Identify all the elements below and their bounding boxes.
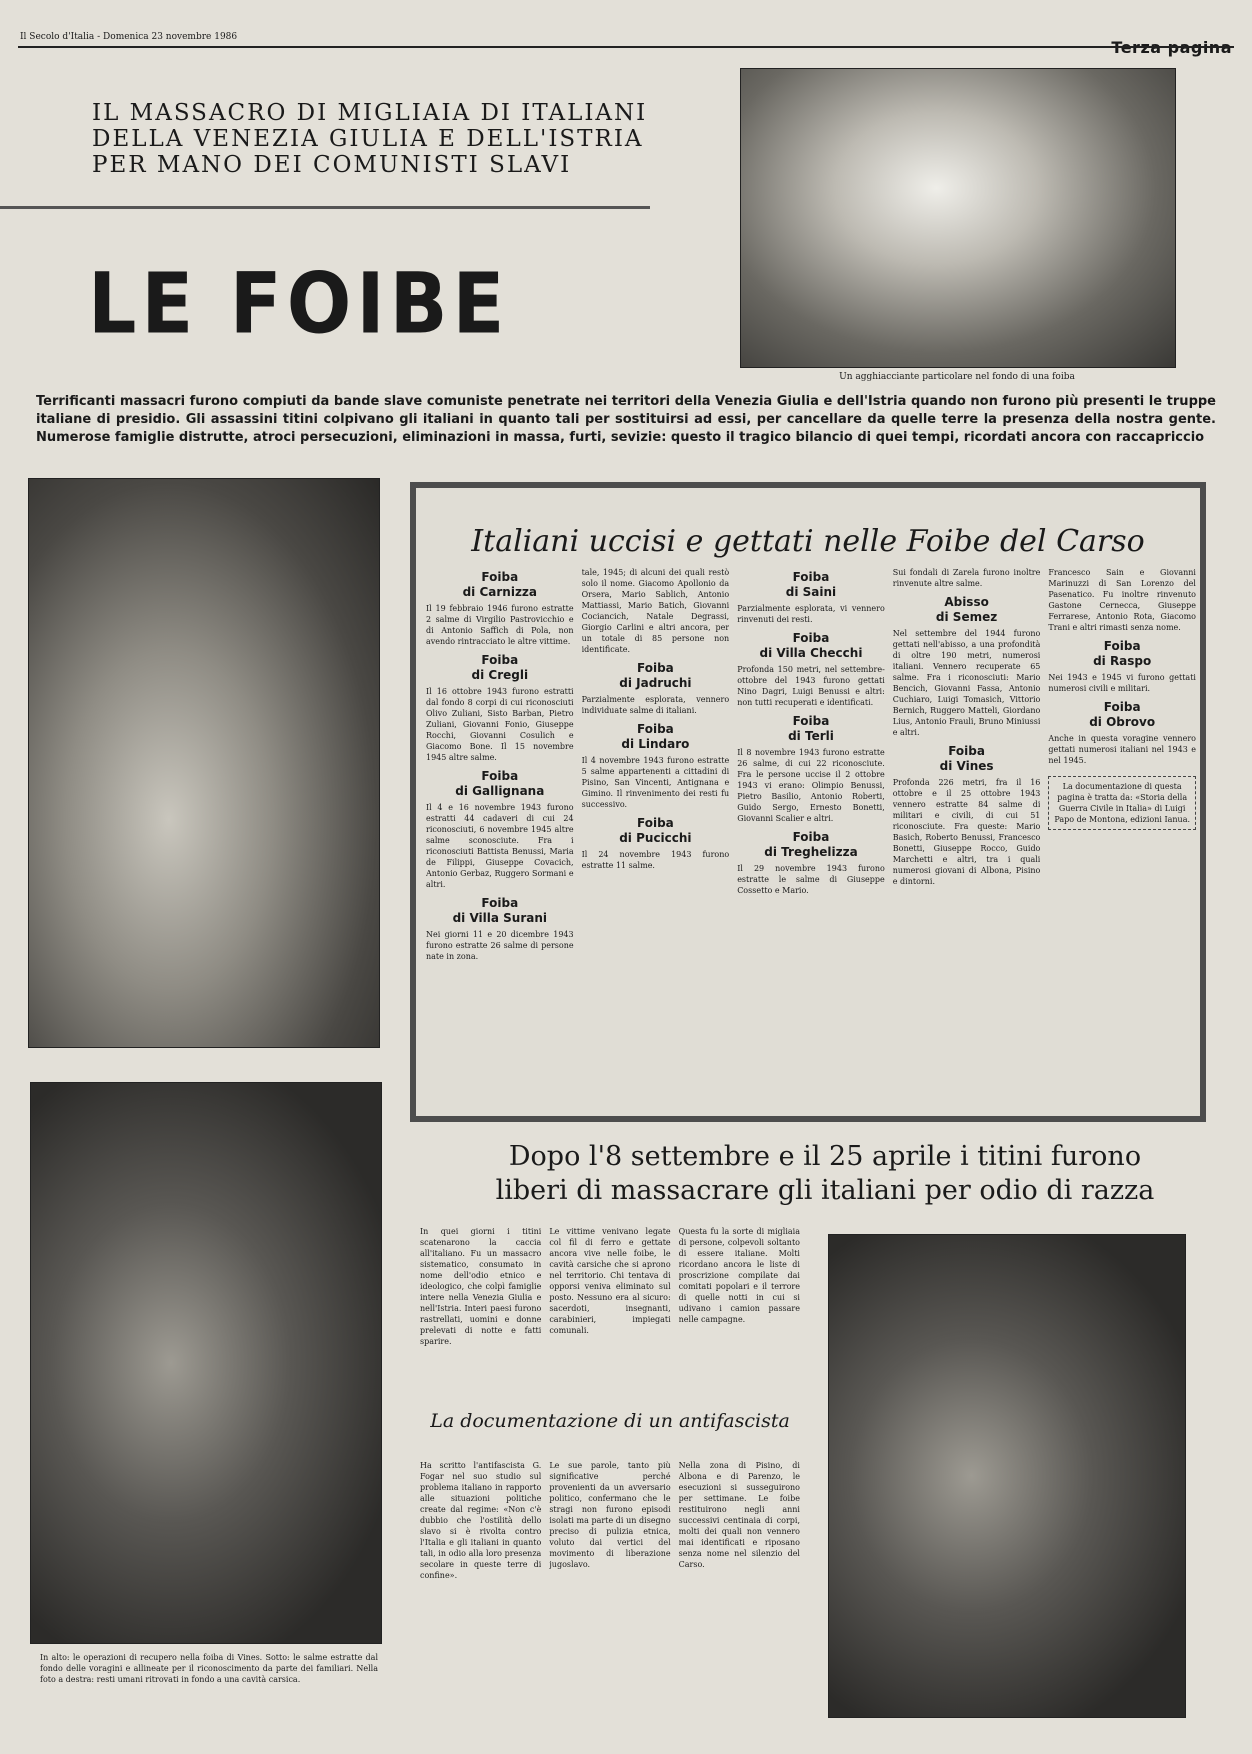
- bottom-right-photo: [828, 1234, 1186, 1718]
- left-photo-recovery: [28, 478, 380, 1048]
- box-title: Italiani uccisi e gettati nelle Foibe del Carso: [471, 524, 1145, 559]
- article-bottom-text: [420, 1460, 800, 1740]
- source-note: La documentazione di questa pagina è tratta da: «Storia della Guerra Civile in Italia» di Luigi Papo de Montona, edizioni Ianua.: [1048, 776, 1196, 830]
- entry-body: tale, 1945; di alcuni dei quali restò solo il nome. Giacomo Apollonio da Orsera, Mario Sablich, Antonio Mattiassi, Mario Batich, Giovanni Cociancich, Natale Degrassi, Giorgio Carlini e altri ancora, per un totale di 85 persone non identificate.: [581, 568, 730, 654]
- main-title: LE FOIBE: [88, 254, 510, 353]
- box-column-2: [582, 564, 730, 1114]
- entry-body: Il 19 febbraio 1946 furono estratte 2 salme di Virgilio Pastrovicchio e di Antonio Saffich di Pola, non avendo rintracciato le altre vittime.: [426, 604, 574, 646]
- box-column-5: [1048, 564, 1196, 1114]
- doc-subheading: La documentazione di un antifascista: [430, 1410, 790, 1432]
- foibe-list-box: [410, 482, 1206, 1122]
- entry-heading: Foiba di Cregli: [471, 653, 529, 682]
- entry-body: Il 29 novembre 1943 furono estratte le salme di Giuseppe Cossetto e Mario.: [737, 864, 885, 895]
- entry-heading: Foiba di Saini: [785, 570, 837, 599]
- left-photo-bodies: [30, 1082, 382, 1644]
- entry-heading: Foiba di Terli: [788, 714, 834, 743]
- entry-heading: Foiba di Villa Checchi: [759, 631, 863, 660]
- entry-body: Il 4 e 16 novembre 1943 furono estratti 44 cadaveri di cui 24 riconosciuti, 6 novembre 1945 altre salme sconosciute. Fra i riconosciuti Battista Benussi, Maria de Filippi, Giuseppe Covacich, Antonio Gerbaz, Ruggero Sormani e altri.: [426, 803, 574, 889]
- entry-body: Parzialmente esplorata, vennero individuate salme di italiani.: [581, 695, 730, 715]
- entry-body: Anche in questa voragine vennero gettati numerosi italiani nel 1943 e nel 1945.: [1048, 734, 1196, 765]
- entry-body: Il 8 novembre 1943 furono estratte 26 salme, di cui 22 riconosciute. Fra le persone uccise il 2 ottobre 1943 vi erano: Olimpio Benussi, Pietro Basilio, Antonio Roberti, Guido Sergo, Ernesto Bonetti, Giovanni Scalier e altri.: [737, 748, 885, 823]
- entry-heading: Foiba di Raspo: [1093, 639, 1152, 668]
- entry-body: Nel settembre del 1944 furono gettati nell'abisso, a una profondità di oltre 190 metri, numerosi italiani. Vennero recuperate 65 salme. Fra i riconosciuti: Mario Bencich, Giovanni Fassa, Antonio Cuchiaro, Luigi Tomasich, Vittorio Bernich, Ruggero Matteli, Giordano Lius, Antonio Frauli, Bruno Miniussi e altri.: [892, 629, 1041, 737]
- box-column-1: [426, 564, 574, 1114]
- article-paragraph: Questa fu la sorte di migliaia di persone, colpevoli soltanto di essere italiane. Molti ricordano ancora le liste di proscrizione compilate dai comitati popolari e il terrore di quelle notti in cui si udivano i camion passare nelle campagne.: [678, 1227, 800, 1324]
- entry-heading: Foiba di Vines: [939, 744, 994, 773]
- kicker-rule: [0, 206, 650, 209]
- kicker: [92, 100, 648, 178]
- entry-body: Parzialmente esplorata, vi vennero rinvenuti dei resti.: [737, 604, 885, 624]
- entry-body: Il 24 novembre 1943 furono estratte 11 salme.: [581, 850, 730, 870]
- entry-heading: Abisso di Semez: [935, 595, 998, 624]
- top-photo: [740, 68, 1176, 368]
- entry-heading: Foiba di Pucicchi: [619, 816, 692, 845]
- entry-body: Il 4 novembre 1943 furono estratte 5 salme appartenenti a cittadini di Pisino, San Vincenti, Antignana e Gimino. Il rinvenimento dei resti fu successivo.: [581, 756, 730, 809]
- entry-heading: Foiba di Treghelizza: [764, 830, 858, 859]
- box-column-4: [893, 564, 1041, 1114]
- article-paragraph: Nella zona di Pisino, di Albona e di Parenzo, le esecuzioni si susseguirono per settimane. Le foibe restituirono negli anni successivi centinaia di corpi, molti dei quali non vennero mai identificati e riposano senza nome nel silenzio del Carso.: [678, 1461, 800, 1569]
- entry-body: Nei giorni 11 e 20 dicembre 1943 furono estratte 26 salme di persone nate in zona.: [426, 930, 574, 961]
- entry-body: Nei 1943 e 1945 vi furono gettati numerosi civili e militari.: [1048, 673, 1196, 693]
- header-dateline: Il Secolo d'Italia - Domenica 23 novembre 1986: [20, 32, 238, 42]
- entry-heading: Foiba di Carnizza: [462, 570, 538, 599]
- top-photo-caption: Un agghiacciante particolare nel fondo di una foiba: [839, 372, 1075, 382]
- entry-heading: Foiba di Obrovo: [1089, 700, 1156, 729]
- entry-heading: Foiba di Gallignana: [455, 769, 545, 798]
- article-headline-line-2: liberi di massacrare gli italiani per odio di razza: [495, 1175, 1155, 1206]
- entry-body: Francesco Sain e Giovanni Marinuzzi di San Lorenzo del Pasenatico. Fu inoltre rinvenuto Gastone Cernecca, Giuseppe Ferrarese, Antonio Rota, Giacomo Trani e altri rimasti senza nome.: [1048, 568, 1196, 632]
- entry-body: Sui fondali di Zarela furono inoltre rinvenute altre salme.: [892, 568, 1041, 588]
- box-column-3: [737, 564, 885, 1114]
- kicker-line-1: IL MASSACRO DI MIGLIAIA DI ITALIANI: [92, 100, 648, 126]
- kicker-line-2: DELLA VENEZIA GIULIA E DELL'ISTRIA: [92, 126, 644, 152]
- article-headline: [440, 1140, 1210, 1208]
- entry-heading: Foiba di Jadruchi: [619, 661, 692, 690]
- lead-paragraph: Terrificanti massacri furono compiuti da bande slave comuniste penetrate nei territori della Venezia Giulia e dell'Istria quando non furono più presenti le truppe italiane di presidio. Gli assassini titini colpivano gli italiani in quanto tali per sostituirsi ad essi, per cancellare da quelle terre la presenza della nostra gente. Numerose famiglie distrutte, atroci persecuzioni, eliminazioni in massa, furti, sevizie: questo il tragico bilancio di quei tempi, ricordati ancora con raccapriccio: [36, 394, 1216, 445]
- entry-heading: Foiba di Lindaro: [621, 722, 690, 751]
- article-paragraph: Ha scritto l'antifascista G. Fogar nel suo studio sul problema italiano in rapporto alle situazioni politiche create dal regime: «Non c'è dubbio che l'ostilità dello slavo si è rivolta contro l'Italia e gli italiani in quanto tali, in odio alla loro presenza secolare in queste terre di confine».: [420, 1461, 542, 1580]
- entry-body: Profonda 150 metri, nel settembre-ottobre del 1943 furono gettati Nino Dagri, Luigi Benussi e altri: non tutti recuperati e identificati.: [737, 665, 885, 707]
- entry-heading: Foiba di Villa Surani: [452, 896, 548, 925]
- article-paragraph: In quei giorni i titini scatenarono la caccia all'italiano. Fu un massacro sistematico, consumato in nome dell'odio etnico e ideologico, che colpì famiglie intere nella Venezia Giulia e nell'Istria. Interi paesi furono rastrellati, uomini e donne prelevati di notte e fatti sparire.: [420, 1227, 542, 1346]
- box-columns: [426, 564, 1196, 1114]
- entry-body: Il 16 ottobre 1943 furono estratti dal fondo 8 corpi di cui riconosciuti Olivo Zuliani, Sisto Barban, Pietro Zuliani, Giovanni Fonio, Giuseppe Rocchi, Giovanni Cosulich e Giacomo Bone. Il 15 novembre 1945 altre salme.: [426, 687, 574, 762]
- article-paragraph: Le vittime venivano legate col fil di ferro e gettate ancora vive nelle foibe, le cavità carsiche che si aprono nel territorio. Chi tentava di opporsi veniva eliminato sul posto. Nessuno era al sicuro: sacerdoti, insegnanti, carabinieri, impiegati comunali.: [549, 1227, 671, 1335]
- article-top-text: [420, 1226, 800, 1386]
- bottom-left-caption: In alto: le operazioni di recupero nella foiba di Vines. Sotto: le salme estratte dal fondo delle voragini e allineate per il riconoscimento da parte dei familiari. Nella foto a destra: resti umani ritrovati in fondo a una cavità carsica.: [40, 1653, 378, 1684]
- header-rule: [18, 46, 1234, 48]
- kicker-line-3: PER MANO DEI COMUNISTI SLAVI: [92, 152, 572, 178]
- entry-body: Profonda 226 metri, fra il 16 ottobre e il 25 ottobre 1943 vennero estratte 84 salme di militari e civili, di cui 51 riconosciute. Fra queste: Mario Basich, Roberto Benussi, Francesco Bonetti, Giuseppe Rocco, Guido Marchetti e altri, tra i quali numerosi giovani di Albona, Pisino e dintorni.: [892, 778, 1041, 886]
- article-paragraph: Le sue parole, tanto più significative perché provenienti da un avversario politico, confermano che le stragi non furono episodi isolati ma parte di un disegno preciso di pulizia etnica, voluto dai vertici del movimento di liberazione jugoslavo.: [549, 1461, 671, 1569]
- article-headline-line-1: Dopo l'8 settembre e il 25 aprile i titini furono: [508, 1141, 1142, 1172]
